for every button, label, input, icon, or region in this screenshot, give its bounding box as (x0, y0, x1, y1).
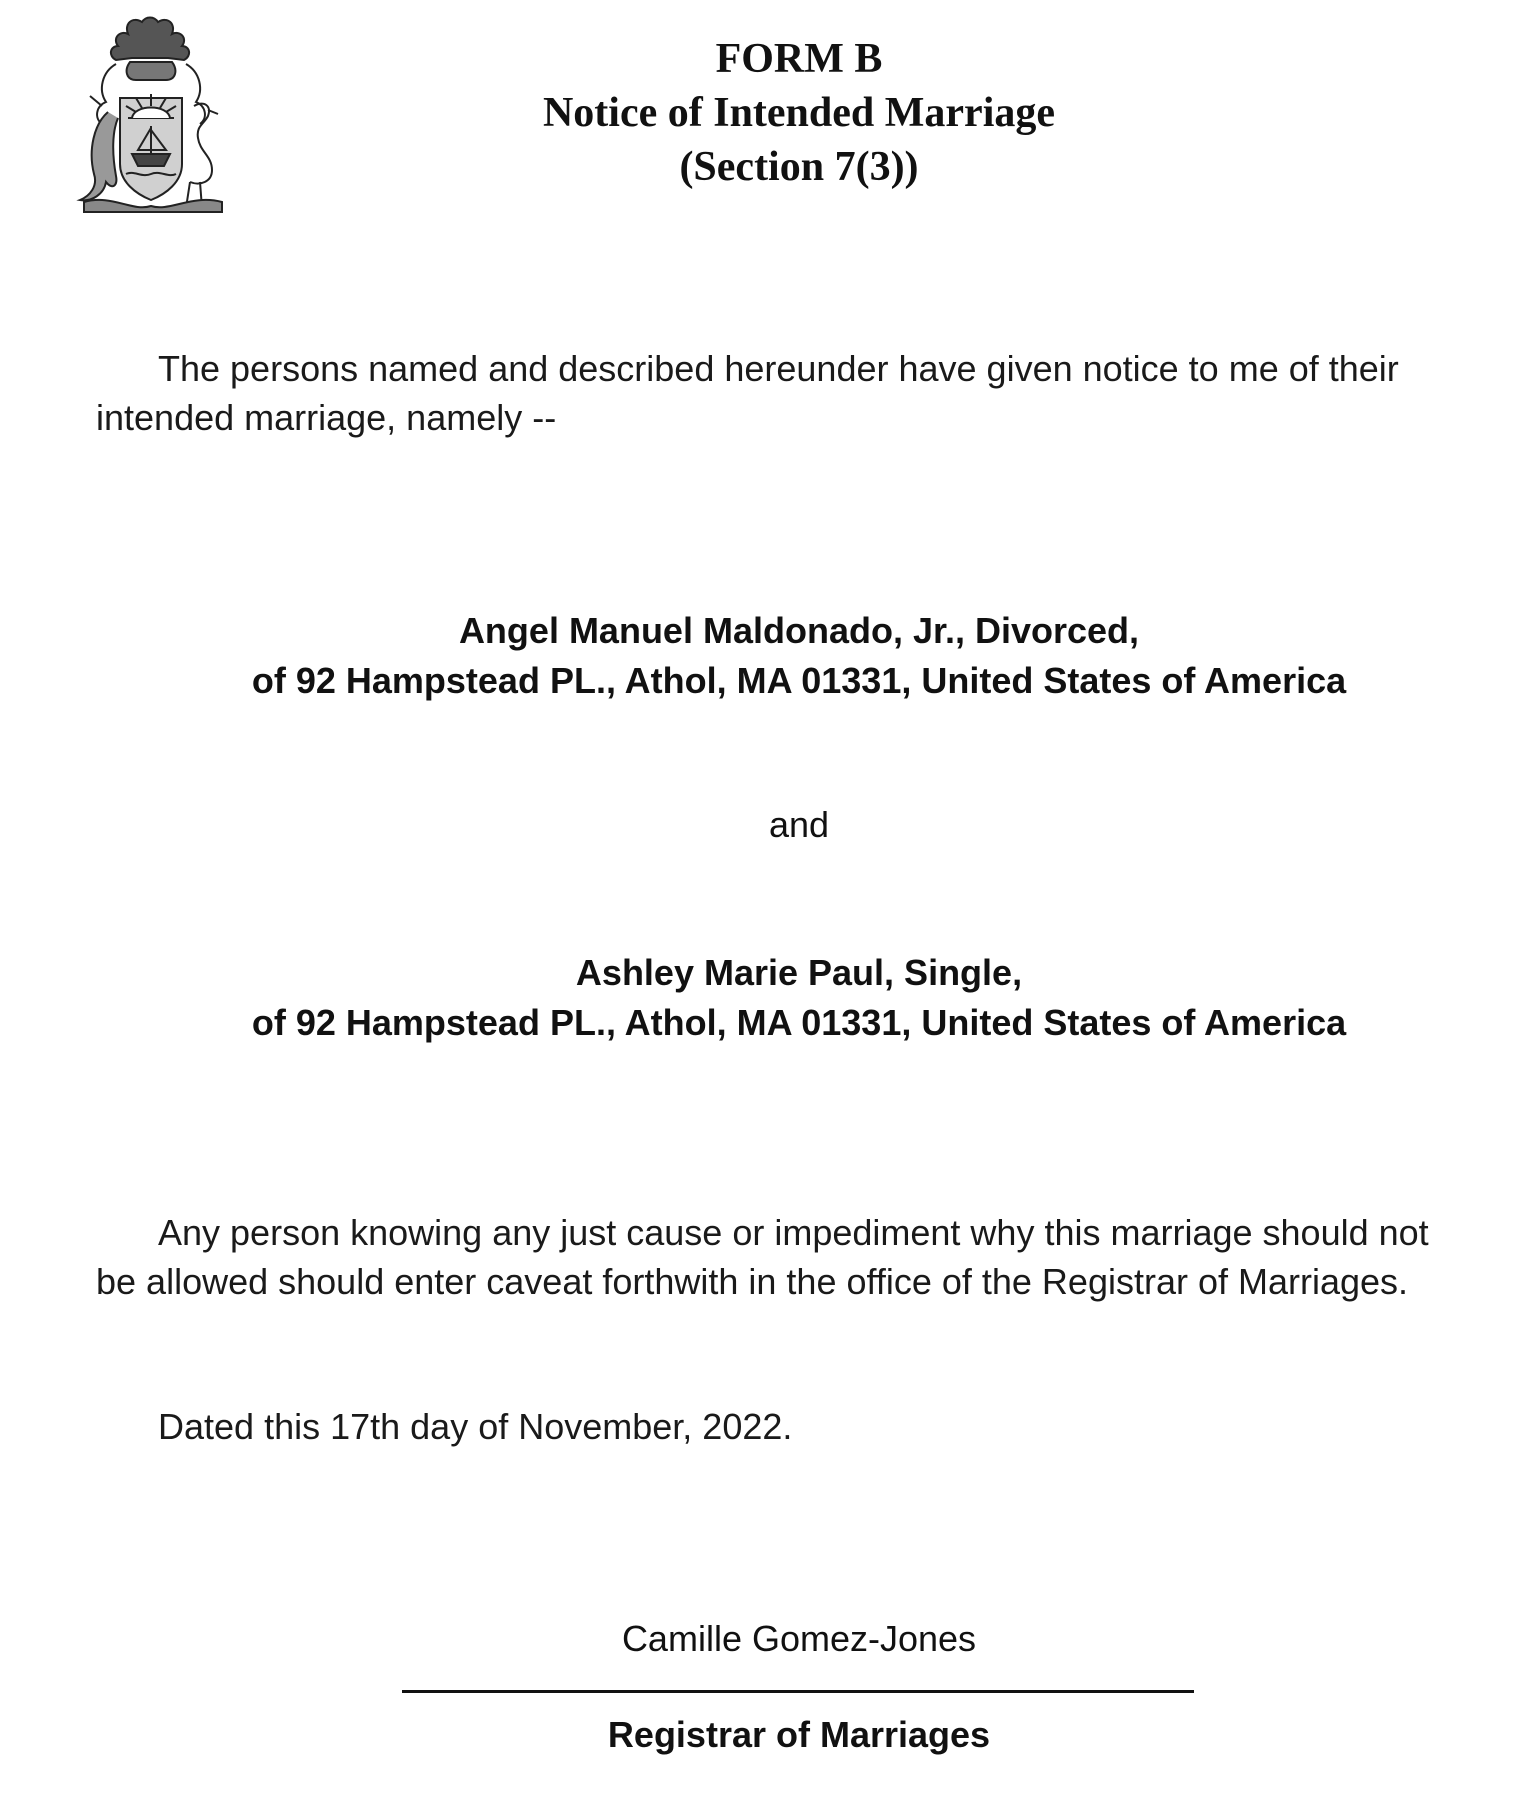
dated-line: Dated this 17th day of November, 2022. (158, 1406, 793, 1447)
form-title: FORM B (715, 36, 883, 82)
conjunction-text: and (768, 804, 830, 845)
form-subtitle: Notice of Intended Marriage (542, 90, 1056, 136)
party-2-name: Ashley Marie Paul, Single, (575, 952, 1023, 993)
registrar-name: Camille Gomez-Jones (621, 1618, 977, 1659)
dated-paragraph (96, 1402, 1496, 1451)
caveat-line-2: be allowed should enter caveat forthwith in the office of the Registrar of Marriages. (96, 1261, 1409, 1302)
registrar-title: Registrar of Marriages (607, 1714, 991, 1755)
party-1-name: Angel Manuel Maldonado, Jr., Divorced, (458, 610, 1140, 651)
party-1-block (0, 606, 1536, 706)
caveat-paragraph (96, 1208, 1496, 1306)
party-2-address: of 92 Hampstead PL., Athol, MA 01331, United States of America (251, 1002, 1347, 1043)
party-2-block (0, 948, 1536, 1048)
party-1-address: of 92 Hampstead PL., Athol, MA 01331, United States of America (251, 660, 1347, 701)
signature-line (402, 1690, 1194, 1693)
form-header (0, 32, 1536, 194)
intro-paragraph (96, 344, 1496, 442)
caveat-line-1: Any person knowing any just cause or impediment why this marriage should not (158, 1212, 1429, 1253)
form-section-ref: (Section 7(3)) (679, 144, 919, 190)
intro-line-1: The persons named and described hereunder have given notice to me of their (158, 348, 1399, 389)
intro-line-2: intended marriage, namely -- (96, 397, 557, 438)
